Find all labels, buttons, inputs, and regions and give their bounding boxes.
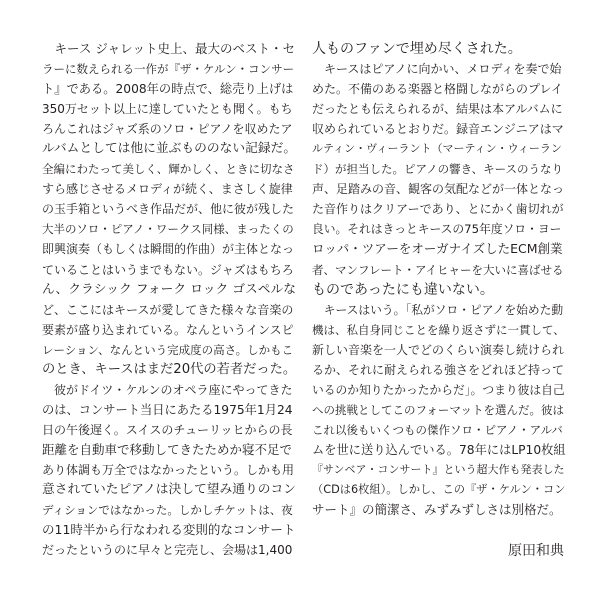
text-line: だったというのに早々と完売し、会場は1,400 xyxy=(42,543,293,558)
text-line: 全編にわたって美しく、輝かしく、ときに切なさ xyxy=(42,162,295,177)
text-line: の11時半から行なわれる変則的なコンサート xyxy=(42,522,296,538)
text-line: 大半のソロ・ピアノ・ワークス同様、まったくの xyxy=(42,222,294,237)
text-line: ラーに数えられる一作が『ザ・ケルン・コンサー xyxy=(42,62,295,77)
text-line: ムを世に送り込んでいる。78年にはLP10枚組 xyxy=(312,442,566,457)
text-line: キース ジャレット史上、最大のベスト・セ xyxy=(42,41,295,56)
text-line: の玉手箱というべき作品だが、他に彼が残した xyxy=(42,202,295,217)
text-line: 350万セット以上に達していたとも聞く。もち xyxy=(42,102,293,117)
text-line: ていることはいうまでもない。ジャズはもちろ xyxy=(42,262,294,277)
text-line: 声、足踏みの音、観客の気配などが一体となっ xyxy=(312,182,565,197)
right-text-column xyxy=(312,39,566,520)
text-line: のとき、キースはまだ20代の若者だった。 xyxy=(42,361,297,377)
text-line: （CDは6枚組）。しかし、この『ザ・ケルン・コン xyxy=(312,483,566,497)
left-text-column xyxy=(42,39,296,560)
text-line: ト』である。2008年の時点で、総売り上げは xyxy=(42,82,294,97)
text-line: ディションではなかった。しかしチケットは、夜 xyxy=(42,503,293,518)
text-line: サート』の簡潔さ、みずみずしさは別格だ。 xyxy=(312,502,562,518)
text-line: 人ものファンで埋め尽くされた。 xyxy=(312,41,522,57)
text-line: 者、マンフレート・アイヒャーを大いに喜ばせる xyxy=(312,262,564,277)
text-line: キースはいう。「私がソロ・ピアノを始めた動 xyxy=(312,302,564,317)
text-line: 距離を自動車で移動してきたためか寝不足で xyxy=(42,441,293,457)
text-line: いるのか知りたかったからだ」。つまり彼は自己 xyxy=(312,382,565,397)
text-line: た音作りはクリアーであり、とにかく歯切れが xyxy=(312,202,564,217)
text-line: すら感じさせるメロディが続く、まさしく旋律 xyxy=(42,182,293,197)
text-line: 収められているとおりだ。録音エンジニアはマ xyxy=(312,122,564,137)
author-signature: 原田和典 xyxy=(508,543,564,559)
text-line: 『サンベア・コンサート』という超大作も発表した xyxy=(312,462,565,476)
text-line: ロッパ・ツアーをオーガナイズしたECM創業 xyxy=(312,241,563,257)
text-line: への挑戦としてこのフォーマットを選んだ。彼は xyxy=(312,402,564,417)
text-line: ものであったにも違いない。 xyxy=(312,281,494,298)
text-line: のは、コンサート当日にあたる1975年1月24 xyxy=(42,402,293,417)
text-line: 彼がドイツ・ケルンのオペラ座にやってきた xyxy=(42,382,293,397)
text-line: だったとも伝えられるが、結果は本アルバムに xyxy=(312,102,563,117)
text-line: ど、ここにはキースが愛してきた様々な音楽の xyxy=(42,302,294,317)
text-line: 意されていたピアノは決して望み通りのコン xyxy=(42,482,296,498)
text-line: 機は、私自身同じことを繰り返さずに一貫して、 xyxy=(312,322,565,337)
text-line: 良い。それはきっとキースの75年度ソロ・ヨー xyxy=(312,222,562,237)
text-line: ルバムとしては他に並ぶもののない記録だ。 xyxy=(42,141,297,157)
text-line: レーション、なんという完成度の高さ。しかもこ xyxy=(42,342,294,357)
text-line: るか、それに耐えられる強さをどれほど持って xyxy=(312,362,565,377)
text-line: ルティン・ヴィーラント（マーティン・ウィーラン xyxy=(312,142,562,156)
text-line: ん、クラシック フォーク ロック ゴスペルな xyxy=(42,281,297,297)
text-line: 要素が盛り込まれている。なんというインスピ xyxy=(42,322,294,337)
text-line: ろんこれはジャズ系のソロ・ピアノを収めたア xyxy=(42,122,293,137)
text-line: 即興演奏（もしくは瞬間的作曲）が主体となっ xyxy=(42,242,295,257)
text-line: これ以後もいくつもの傑作ソロ・ピアノ・アルバ xyxy=(312,422,563,437)
text-line: キースはピアノに向かい、メロディを奏で始 xyxy=(312,62,562,77)
text-line: 新しい音楽を一人でどのくらい演奏し続けられ xyxy=(312,342,565,357)
text-line: めた。不備のある楽器と格闘しながらのプレイ xyxy=(312,82,563,97)
text-line: ド）が担当した。ピアノの響き、キースのうなり xyxy=(312,162,564,177)
text-line: あり体調も万全ではなかったという。しかも用 xyxy=(42,462,295,477)
text-line: 日の午後遅く。スイスのチューリッヒからの長 xyxy=(42,422,293,437)
